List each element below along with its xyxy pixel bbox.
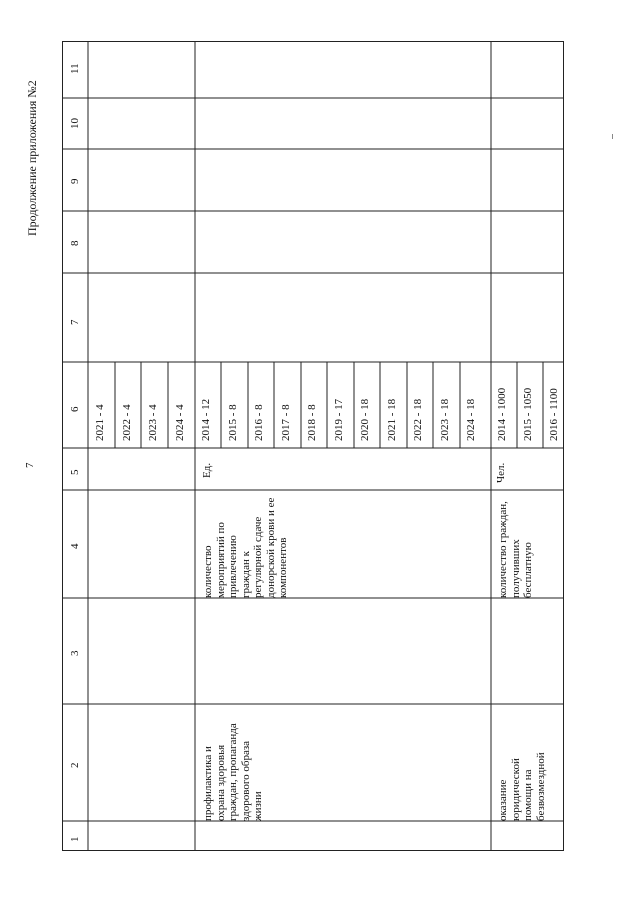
value-cell: 2023 - 4 [147,404,159,441]
value-cell: 2018 - 8 [306,404,318,441]
value-cell: 2014 - 12 [200,398,212,441]
value-cell: 2024 - 18 [465,398,477,441]
column-number: 7 [69,319,81,325]
column-number: 2 [69,762,81,768]
row-name: профилактика и охрана здоровья граждан, пропаганда здорового образа жизни [202,723,264,821]
value-cell: 2021 - 18 [386,398,398,441]
row-indicator: количество мероприятий по привлечению граждан к регулярной сдаче донорской крови и ее компонентов [202,497,289,598]
value-cell: 2019 - 17 [333,398,345,441]
rotated-table [62,41,564,851]
value-cell: 2016 - 1100 [548,388,560,441]
value-cell: 2024 - 4 [174,404,186,441]
row-unit: Ед. [201,462,213,478]
table-grid [62,41,564,851]
value-cell: 2022 - 18 [412,398,424,441]
column-number: 5 [69,469,81,475]
value-cell: 2016 - 8 [253,404,265,441]
value-cell: 2021 - 4 [94,404,106,441]
value-cell: 2023 - 18 [439,398,451,441]
row-name: оказание юридической помощи на безвозмездной [497,752,547,821]
value-cell: 2015 - 8 [227,404,239,441]
column-number: 9 [69,178,81,184]
value-cell: 2022 - 4 [121,404,133,441]
column-number: 1 [69,836,81,842]
page-number: 7 [24,462,36,468]
row-unit: Чел. [495,462,507,483]
value-cell: 2014 - 1000 [496,387,508,441]
value-cell: 2015 - 1050 [522,387,534,441]
column-number: 3 [69,650,81,656]
column-number: 6 [69,406,81,412]
stray-mark [612,134,613,139]
column-number: 4 [69,543,81,549]
column-number: 11 [69,63,81,74]
row-indicator: количество граждан, получивших бесплатную [497,501,534,598]
column-number: 8 [69,240,81,246]
column-number: 10 [69,118,81,129]
value-cell: 2017 - 8 [280,404,292,441]
appendix-continuation-note: Продолжение приложения №2 [25,80,39,236]
value-cell: 2020 - 18 [359,398,371,441]
